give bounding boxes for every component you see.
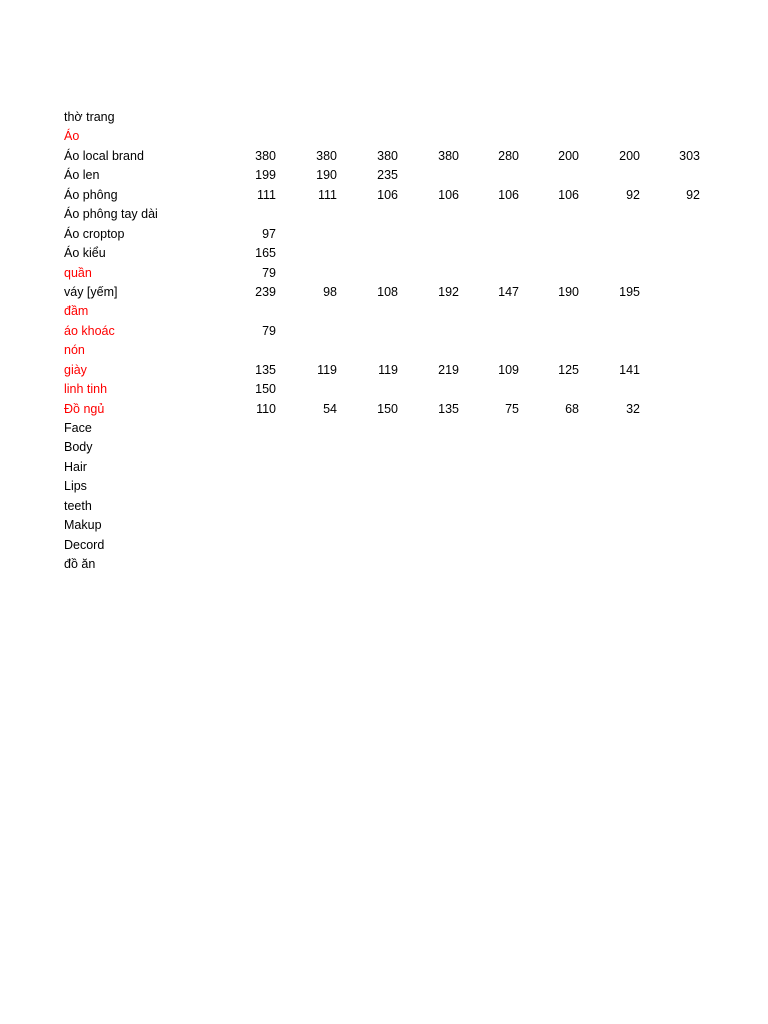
row-label: váy [yếm] [64,284,118,299]
value-cell: 165 [255,246,276,261]
sheet-row [64,497,714,516]
value-cell: 380 [316,148,337,163]
sheet-row [64,225,714,244]
value-cell: 106 [377,187,398,202]
row-label: teeth [64,498,92,513]
value-cell: 195 [619,284,640,299]
value-cell: 192 [438,284,459,299]
row-label: Áo croptop [64,226,125,241]
value-cell: 111 [317,187,337,202]
value-cell: 54 [323,401,337,416]
sheet-row [64,419,714,438]
sheet-row [64,108,714,127]
value-cell: 32 [626,401,640,416]
value-cell: 150 [255,382,276,397]
value-cell: 199 [255,168,276,183]
row-label: thờ trang [64,110,115,124]
value-cell: 141 [619,362,640,377]
value-cell: 119 [317,362,337,377]
row-label: nón [64,343,85,358]
value-cell: 75 [505,401,519,416]
sheet-row [64,205,714,224]
sheet-row [64,302,714,321]
row-label: Face [64,421,92,435]
value-cell: 219 [438,362,459,377]
value-cell: 79 [262,323,276,338]
value-cell: 190 [558,284,579,299]
sheet-row [64,147,714,166]
value-cell: 125 [558,362,579,377]
sheet-row [64,361,714,380]
row-label: linh tinh [64,382,108,397]
row-label: áo khoác [64,323,115,338]
row-label: quần [64,265,92,280]
value-cell: 106 [438,187,459,202]
value-cell: 106 [558,187,579,202]
row-label: Makup [64,518,102,533]
value-cell: 79 [262,265,276,280]
sheet-row [64,516,714,535]
row-label: giày [64,362,87,377]
row-label: đầm [64,304,89,319]
value-cell: 200 [619,148,640,163]
value-cell: 200 [558,148,579,163]
sheet-row [64,380,714,399]
sheet-row [64,264,714,283]
value-cell: 68 [565,401,579,416]
value-cell: 135 [438,401,459,416]
row-label: đồ ăn [64,557,96,572]
row-label: Hair [64,459,87,474]
value-cell: 239 [255,284,276,299]
value-cell: 92 [686,187,700,202]
sheet-row [64,536,714,555]
value-cell: 150 [377,401,398,416]
sheet-row [64,458,714,477]
value-cell: 380 [377,148,398,163]
sheet-row [64,438,714,457]
sheet-row [64,400,714,419]
row-label: Decord [64,537,105,552]
sheet-row [64,186,714,205]
value-cell: 280 [498,148,519,163]
sheet-row [64,322,714,341]
row-label: Áo [64,129,80,144]
row-label: Áo kiểu [64,246,106,261]
row-label: Áo local brand [64,148,144,163]
sheet-row [64,127,714,146]
value-cell: 303 [679,148,700,163]
row-label: Đồ ngủ [64,401,105,416]
value-cell: 190 [316,168,337,183]
value-cell: 380 [255,148,276,163]
value-cell: 119 [378,362,398,377]
value-cell: 235 [377,168,398,183]
row-label: Áo phông tay dài [64,207,158,222]
row-label: Body [64,440,93,455]
value-cell: 380 [438,148,459,163]
value-cell: 92 [626,187,640,202]
spreadsheet [64,108,714,575]
sheet-row [64,341,714,360]
sheet-row [64,555,714,574]
sheet-row [64,283,714,302]
value-cell: 98 [323,284,337,299]
row-label: Áo phông [64,187,118,202]
row-label: Áo len [64,168,100,183]
sheet-row [64,477,714,496]
value-cell: 135 [255,362,276,377]
value-cell: 109 [498,362,519,377]
sheet-row [64,244,714,263]
value-cell: 108 [377,284,398,299]
sheet-row [64,166,714,185]
value-cell: 111 [256,187,276,202]
value-cell: 106 [498,187,519,202]
value-cell: 147 [498,284,519,299]
value-cell: 97 [262,226,276,241]
value-cell: 110 [256,401,276,416]
row-label: Lips [64,479,87,494]
